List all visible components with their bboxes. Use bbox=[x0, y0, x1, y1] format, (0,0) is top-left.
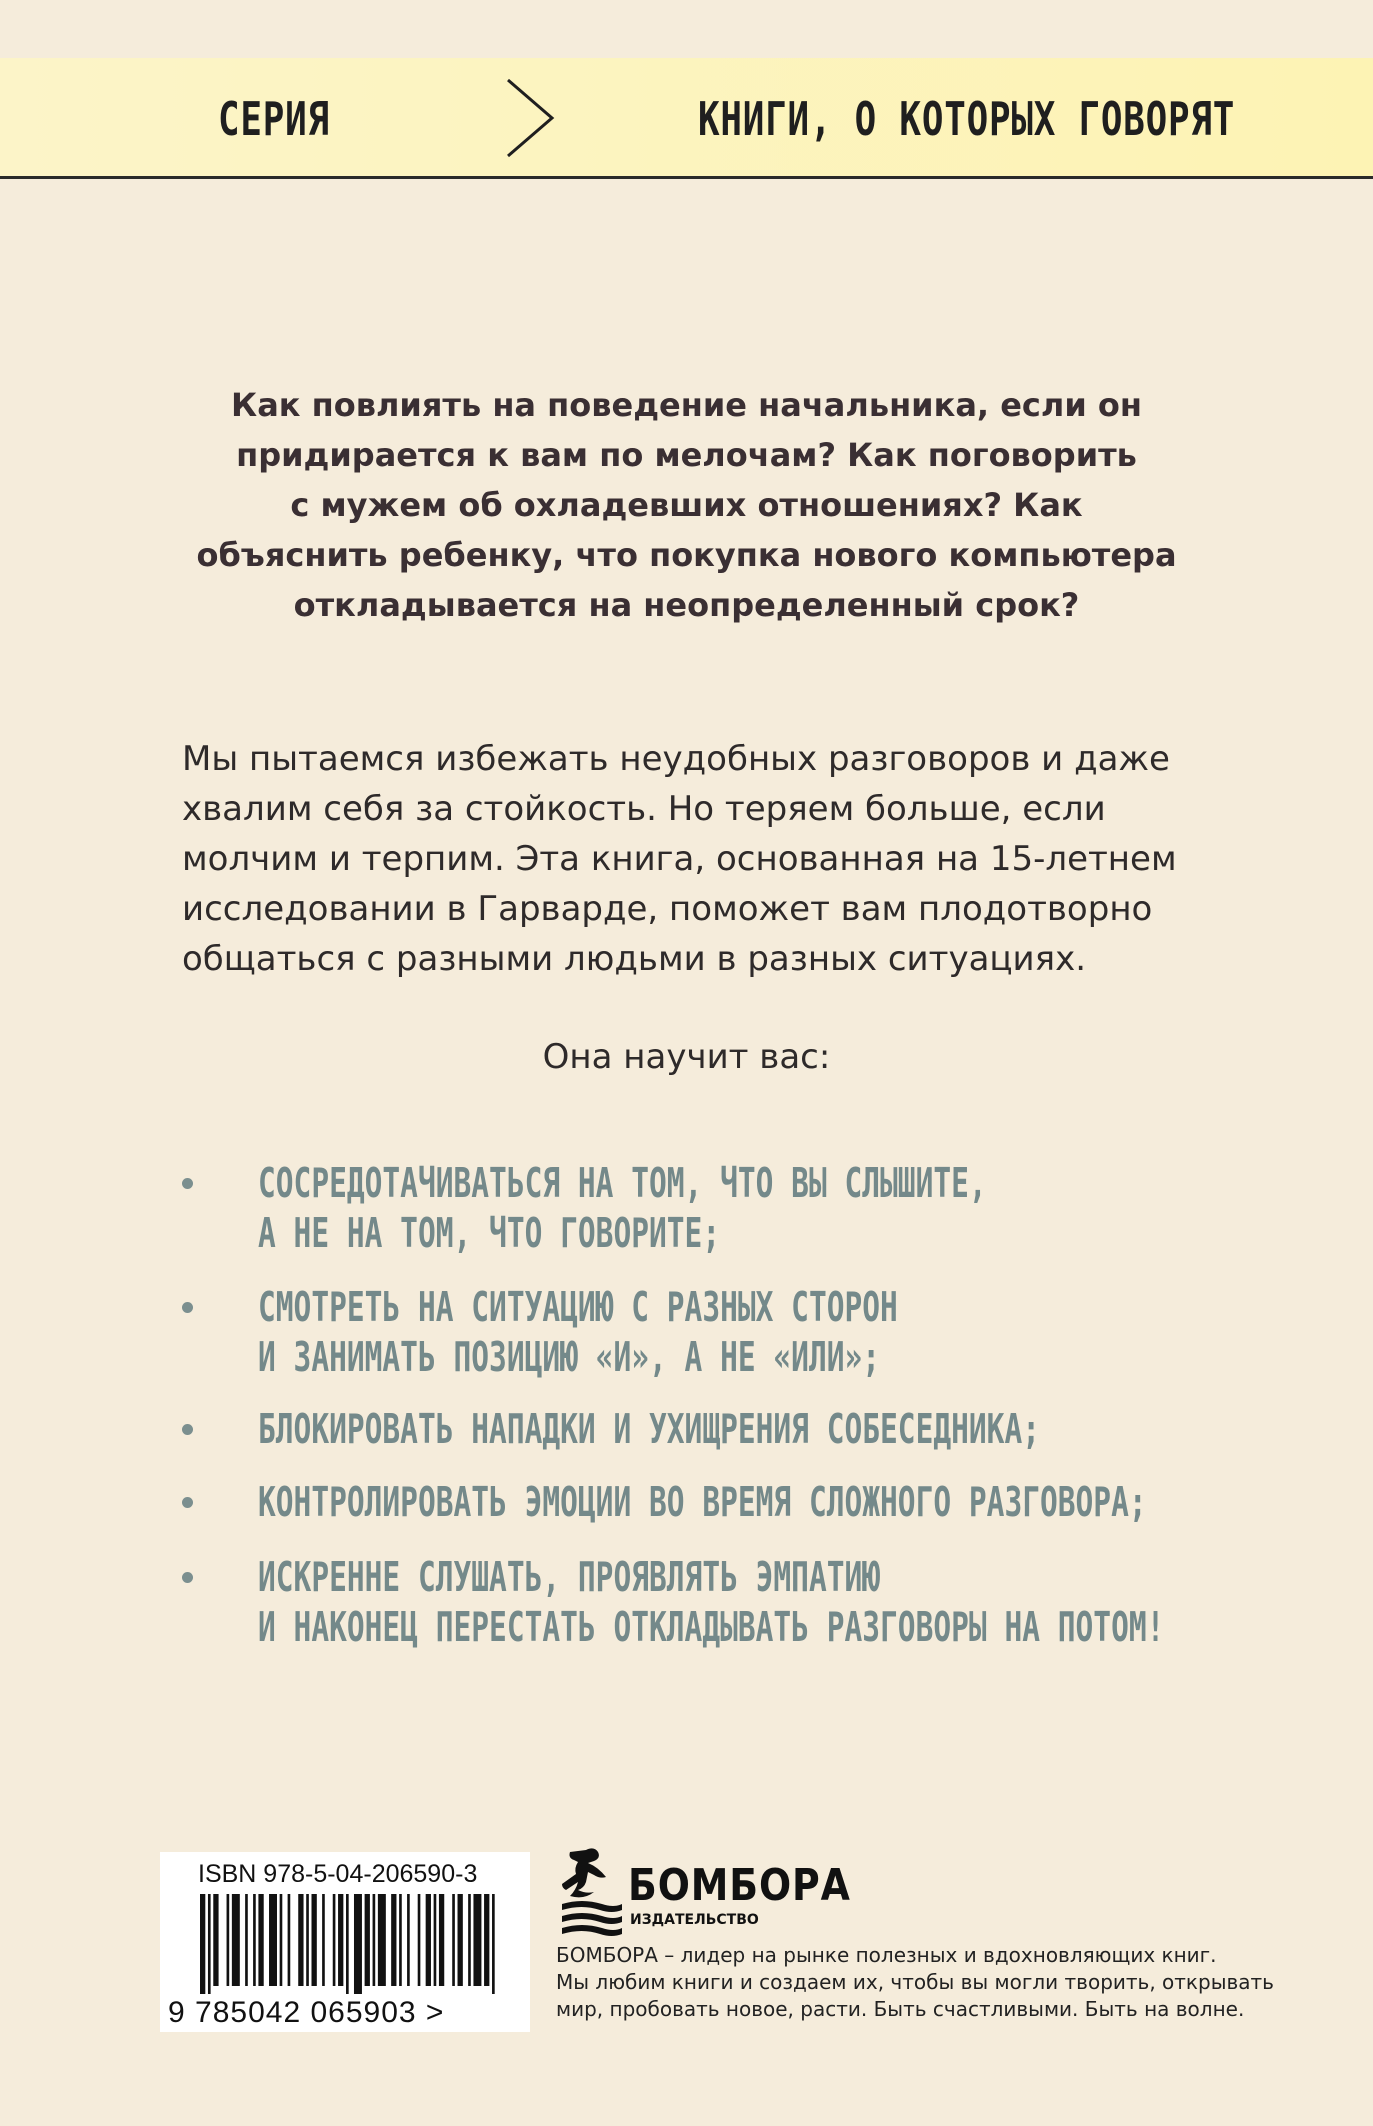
bullet-dot-icon bbox=[182, 1424, 193, 1435]
bullet-line: КОНТРОЛИРОВАТЬ ЭМОЦИИ ВО ВРЕМЯ СЛОЖНОГО РАЗГОВОРА; bbox=[258, 1478, 1147, 1526]
isbn-barcode-block bbox=[160, 1852, 530, 2032]
bullet-text bbox=[258, 1404, 1040, 1454]
barcode-bar bbox=[338, 1894, 343, 1986]
barcode-bar bbox=[391, 1894, 396, 1986]
intro-paragraph bbox=[140, 380, 1233, 630]
intro-line: с мужем об охладевших отношениях? Как bbox=[290, 486, 1083, 524]
intro-line: откладывается на неопределенный срок? bbox=[293, 586, 1080, 624]
barcode-bar bbox=[458, 1894, 463, 1986]
publisher-description-line: мир, пробовать новое, расти. Быть счастливыми. Быть на волне. bbox=[556, 1997, 1245, 2021]
bullet-line: БЛОКИРОВАТЬ НАПАДКИ И УХИЩРЕНИЯ СОБЕСЕДНИКА; bbox=[258, 1405, 1040, 1453]
surfer-wave-logo-icon bbox=[556, 1844, 626, 1944]
body-line: исследовании в Гарварде, поможет вам плодотворно bbox=[182, 889, 1153, 929]
barcode-bar bbox=[452, 1894, 455, 1986]
barcode-bar bbox=[258, 1894, 263, 1986]
bullet-text bbox=[258, 1552, 1164, 1652]
barcode-bar bbox=[333, 1894, 336, 1986]
intro-line: объяснить ребенку, что покупка нового компьютера bbox=[196, 536, 1177, 574]
body-line: хвалим себя за стойкость. Но теряем больше, если bbox=[182, 789, 1106, 829]
publisher-subtitle: ИЗДАТЕЛЬСТВО bbox=[630, 1912, 759, 1928]
publisher-description-line: Мы любим книги и создаем их, чтобы вы могли творить, открывать bbox=[556, 1970, 1274, 1994]
barcode-bar bbox=[213, 1894, 218, 1986]
barcode-bar bbox=[245, 1894, 248, 1986]
body-paragraph bbox=[182, 734, 1232, 984]
barcode-bar bbox=[378, 1894, 386, 1986]
bullet-line: СОСРЕДОТАЧИВАТЬСЯ НА ТОМ, ЧТО ВЫ СЛЫШИТЕ, bbox=[258, 1159, 987, 1207]
barcode-bar bbox=[439, 1894, 444, 1986]
barcode-bar bbox=[269, 1894, 277, 1986]
barcode-bar bbox=[492, 1894, 495, 1994]
barcode-bar bbox=[253, 1894, 256, 1986]
barcode-bar bbox=[232, 1894, 240, 1986]
barcode-bar bbox=[365, 1894, 370, 1986]
intro-line: Как повлиять на поведение начальника, если он bbox=[231, 386, 1142, 424]
publisher-name: БОМБОРА bbox=[628, 1860, 851, 1911]
barcode-bar bbox=[418, 1894, 421, 1986]
barcode-icon bbox=[200, 1894, 500, 1994]
barcode-bar bbox=[373, 1894, 376, 1986]
barcode-bar bbox=[312, 1894, 317, 1986]
bullet-line: ИСКРЕННЕ СЛУШАТЬ, ПРОЯВЛЯТЬ ЭМПАТИЮ bbox=[258, 1553, 881, 1601]
publisher-logo bbox=[556, 1840, 886, 1950]
bullet-line: И ЗАНИМАТЬ ПОЗИЦИЮ «И», А НЕ «ИЛИ»; bbox=[258, 1333, 881, 1381]
isbn-label: ISBN 978-5-04-206590-3 bbox=[198, 1860, 478, 1888]
barcode-bar bbox=[227, 1894, 230, 1986]
series-title: КНИГИ, О КОТОРЫХ ГОВОРЯТ bbox=[698, 92, 1236, 146]
bullet-dot-icon bbox=[182, 1178, 193, 1189]
barcode-bar bbox=[407, 1894, 410, 1986]
barcode-bar bbox=[426, 1894, 431, 1986]
barcode-bar bbox=[484, 1894, 489, 1986]
barcode-bar bbox=[306, 1894, 309, 1986]
series-banner bbox=[0, 58, 1373, 179]
barcode-bar bbox=[200, 1894, 205, 1994]
bullet-line: И НАКОНЕЦ ПЕРЕСТАТЬ ОТКЛАДЫВАТЬ РАЗГОВОРЫ НА ПОТОМ! bbox=[258, 1603, 1165, 1651]
barcode-bar bbox=[288, 1894, 291, 1986]
bullet-text bbox=[258, 1477, 1147, 1527]
body-line: общаться с разными людьми в разных ситуациях. bbox=[182, 939, 1087, 979]
publisher-description-line: БОМБОРА – лидер на рынке полезных и вдохновляющих книг. bbox=[556, 1943, 1217, 1967]
series-label: СЕРИЯ bbox=[218, 92, 330, 146]
bullet-text bbox=[258, 1158, 987, 1258]
teaches-heading: Она научит вас: bbox=[542, 1037, 831, 1077]
barcode-bar bbox=[280, 1894, 283, 1986]
barcode-bar bbox=[473, 1894, 481, 1986]
barcode-bar bbox=[354, 1894, 362, 1994]
barcode-bar bbox=[468, 1894, 471, 1986]
barcode-digits: 9 785042 065903 > bbox=[168, 1996, 445, 2029]
body-line: Мы пытаемся избежать неудобных разговоров и даже bbox=[182, 739, 1170, 779]
barcode-bar bbox=[298, 1894, 303, 1986]
barcode-bar bbox=[208, 1894, 211, 1994]
barcode-bar bbox=[346, 1894, 349, 1994]
intro-line: придирается к вам по мелочам? Как поговорить bbox=[236, 436, 1137, 474]
bullet-line: СМОТРЕТЬ НА СИТУАЦИЮ С РАЗНЫХ СТОРОН bbox=[258, 1283, 898, 1331]
bullet-dot-icon bbox=[182, 1497, 193, 1508]
barcode-bar bbox=[322, 1894, 325, 1986]
bullet-text bbox=[258, 1282, 898, 1382]
barcode-bar bbox=[434, 1894, 437, 1986]
bullet-dot-icon bbox=[182, 1302, 193, 1313]
chevron-right-icon bbox=[500, 76, 560, 160]
bullet-line: А НЕ НА ТОМ, ЧТО ГОВОРИТЕ; bbox=[258, 1209, 721, 1257]
barcode-bar bbox=[399, 1894, 402, 1986]
publisher-description bbox=[556, 1942, 1346, 2023]
bullet-dot-icon bbox=[182, 1572, 193, 1583]
body-line: молчим и терпим. Эта книга, основанная на 15-летнем bbox=[182, 839, 1177, 879]
